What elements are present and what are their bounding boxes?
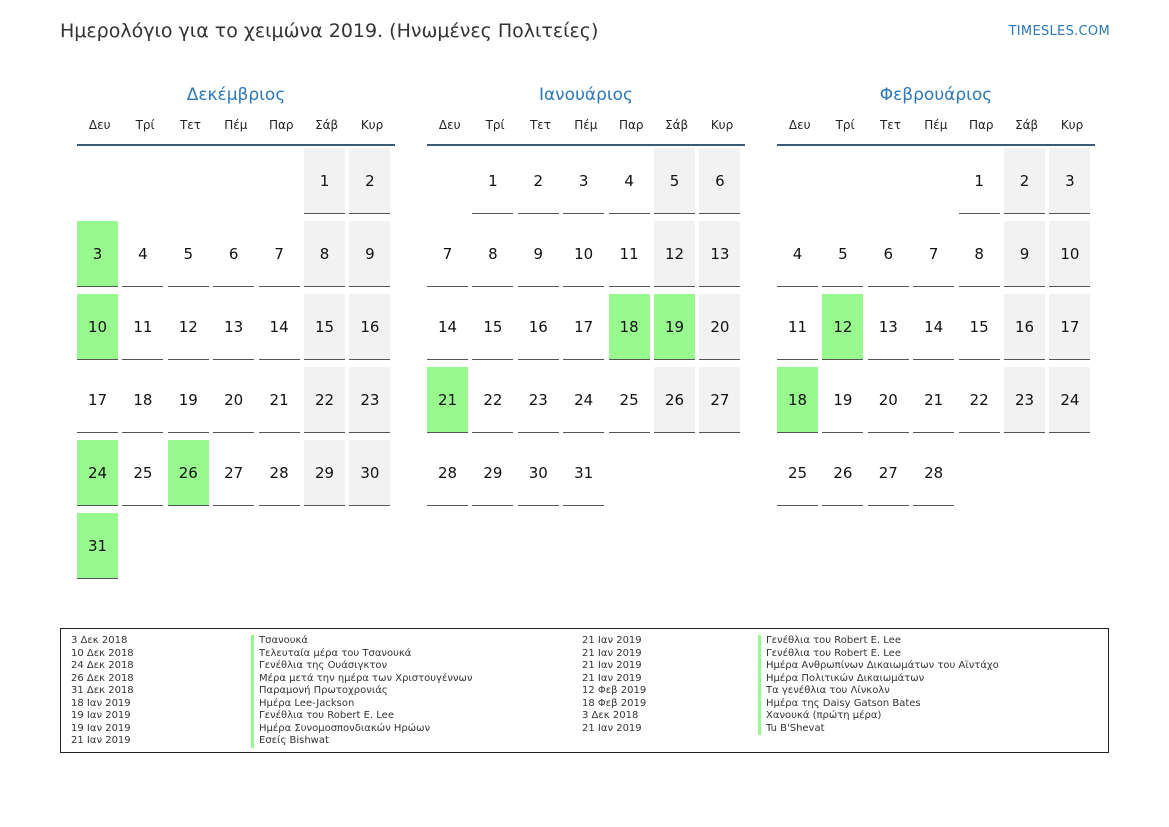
day-cell[interactable]: 6 [213,221,254,287]
day-cell[interactable]: 24 [1049,367,1090,433]
weekday-label: Τρί [135,118,155,132]
day-cell[interactable]: 27 [699,367,740,433]
page-title: Ημερολόγιο για το χειμώνα 2019. (Ηνωμένες Πολιτείες) [60,20,599,42]
legend-date: 21 Ιαν 2019 [71,735,131,746]
day-cell[interactable]: 31 [77,513,118,579]
legend-holiday-name: Τα γενέθλια του Λίνκολν [758,685,999,698]
day-cell[interactable]: 8 [472,221,513,287]
legend-date: 21 Ιαν 2019 [582,635,642,646]
weekday-label: Σάβ [665,118,689,132]
day-cell[interactable]: 11 [777,294,818,360]
day-cell[interactable]: 21 [427,367,468,433]
legend-holiday-name: Ημέρα Συνομοσπονδιακών Ηρώων [251,723,473,736]
weekday-label: Τετ [179,118,201,132]
day-cell[interactable]: 22 [959,367,1000,433]
day-cell[interactable]: 28 [427,440,468,506]
month-name: Ιανουάριος [538,85,634,105]
day-cell[interactable]: 23 [518,367,559,433]
day-cell[interactable]: 3 [1049,148,1090,214]
day-cell[interactable]: 9 [349,221,390,287]
day-cell[interactable]: 10 [1049,221,1090,287]
day-cell[interactable]: 17 [563,294,604,360]
weekday-label: Σάβ [315,118,339,132]
day-cell[interactable]: 22 [472,367,513,433]
day-cell[interactable]: 13 [868,294,909,360]
legend-date: 18 Φεβ 2019 [582,697,647,709]
legend-date: 21 Ιαν 2019 [582,660,642,671]
day-cell[interactable]: 1 [304,148,345,214]
day-cell[interactable]: 20 [868,367,909,433]
day-cell[interactable]: 7 [427,221,468,287]
day-cell[interactable]: 24 [563,367,604,433]
legend-date: 31 Δεκ 2018 [71,685,134,696]
day-cell[interactable]: 20 [213,367,254,433]
month-calendar [777,84,1095,482]
weekday-label: Παρ [268,118,294,132]
legend-holiday-name: Τελευταία μέρα του Τσανουκά [251,648,473,661]
legend-date: 21 Ιαν 2019 [582,722,642,734]
day-cell[interactable]: 25 [122,440,163,506]
day-cell[interactable]: 16 [518,294,559,360]
legend-date: 24 Δεκ 2018 [71,660,134,671]
day-cell[interactable]: 13 [699,221,740,287]
day-cell[interactable]: 5 [822,221,863,287]
day-cell[interactable]: 17 [1049,294,1090,360]
day-cell[interactable]: 18 [609,294,650,360]
weekday-label: Δευ [88,118,111,132]
day-cell[interactable]: 23 [349,367,390,433]
day-cell[interactable]: 15 [304,294,345,360]
legend-holiday-name: Παραμονή Πρωτοχρονιάς [251,685,473,698]
day-cell[interactable]: 15 [959,294,1000,360]
legend-holiday-name: Εσείς Bishwat [251,735,473,748]
day-cell[interactable]: 19 [168,367,209,433]
day-cell[interactable]: 21 [259,367,300,433]
day-cell[interactable]: 7 [913,221,954,287]
day-cell[interactable]: 3 [563,148,604,214]
day-cell[interactable]: 9 [518,221,559,287]
day-cell[interactable]: 28 [913,440,954,506]
day-cell[interactable]: 8 [304,221,345,287]
month-calendar [427,84,745,482]
weekday-label: Τετ [879,118,901,132]
day-cell[interactable]: 19 [654,294,695,360]
day-cell[interactable]: 18 [777,367,818,433]
day-cell[interactable]: 25 [609,367,650,433]
day-cell[interactable]: 14 [259,294,300,360]
legend-holiday-name: Ημέρα Lee-Jackson [251,698,473,711]
legend-holiday-name: Γενέθλια του Robert E. Lee [758,648,999,661]
weekday-header [427,118,745,146]
day-cell[interactable]: 12 [654,221,695,287]
legend-holiday-name: Tu B'Shevat [758,723,999,736]
weekday-label: Σάβ [1015,118,1039,132]
day-cell[interactable]: 22 [304,367,345,433]
day-cell[interactable]: 12 [822,294,863,360]
legend-date: 18 Ιαν 2019 [71,697,131,709]
weekday-label: Παρ [618,118,644,132]
day-cell[interactable]: 30 [518,440,559,506]
day-cell[interactable]: 27 [868,440,909,506]
weekday-label: Κυρ [1060,118,1084,132]
day-cell[interactable]: 6 [699,148,740,214]
legend-holiday-name: Ημέρα της Daisy Gatson Bates [758,698,999,711]
weekday-label: Δευ [438,118,461,132]
day-cell[interactable]: 7 [259,221,300,287]
legend-holiday-name: Τσανουκά [251,635,473,648]
day-cell[interactable]: 2 [1004,148,1045,214]
day-cell[interactable]: 2 [349,148,390,214]
weekday-label: Τετ [529,118,551,132]
day-cell[interactable]: 16 [1004,294,1045,360]
weekday-label: Τρί [485,118,505,132]
legend-holiday-name: Γενέθλια του Robert E. Lee [251,710,473,723]
day-cell[interactable]: 26 [168,440,209,506]
legend-date: 26 Δεκ 2018 [71,672,134,684]
day-cell[interactable]: 5 [654,148,695,214]
weekday-label: Παρ [968,118,994,132]
day-cell[interactable]: 25 [777,440,818,506]
day-cell[interactable]: 16 [349,294,390,360]
day-cell[interactable]: 13 [213,294,254,360]
day-cell[interactable]: 29 [304,440,345,506]
month-name: Δεκέμβριος [186,85,286,105]
day-cell[interactable]: 4 [609,148,650,214]
day-cell[interactable]: 11 [609,221,650,287]
legend-holiday-name: Ημέρα Πολιτικών Δικαιωμάτων [758,673,999,686]
day-cell[interactable]: 17 [77,367,118,433]
day-cell[interactable]: 30 [349,440,390,506]
day-cell[interactable]: 4 [777,221,818,287]
day-cell[interactable]: 14 [913,294,954,360]
day-cell[interactable]: 19 [822,367,863,433]
legend-date: 19 Ιαν 2019 [71,710,131,721]
legend-date: 21 Ιαν 2019 [582,672,642,684]
day-cell[interactable]: 3 [77,221,118,287]
day-cell[interactable]: 8 [959,221,1000,287]
day-cell[interactable]: 2 [518,148,559,214]
day-cell[interactable]: 1 [959,148,1000,214]
month-calendar [77,84,395,555]
month-name: Φεβρουάριος [879,85,993,105]
weekday-label: Τρί [835,118,855,132]
day-cell[interactable]: 21 [913,367,954,433]
day-cell[interactable]: 14 [427,294,468,360]
holiday-legend [60,628,1109,753]
legend-holiday-name: Γενέθλια του Robert E. Lee [758,635,999,648]
legend-date: 3 Δεκ 2018 [71,635,128,646]
legend-date: 12 Φεβ 2019 [582,685,647,696]
weekday-header [777,118,1095,146]
day-cell[interactable]: 27 [213,440,254,506]
day-cell[interactable]: 18 [122,367,163,433]
day-cell[interactable]: 5 [168,221,209,287]
legend-holiday-name: Μέρα μετά την ημέρα των Χριστουγέννων [251,673,473,686]
legend-holiday-name: Ημέρα Ανθρωπίνων Δικαιωμάτων του Αϊντάχο [758,660,999,673]
weekday-header [77,118,395,146]
day-cell[interactable]: 20 [699,294,740,360]
weekday-label: Πέμ [574,118,598,132]
day-cell[interactable]: 12 [168,294,209,360]
weekday-label: Κυρ [360,118,384,132]
site-link[interactable]: TIMESLES.COM [1008,24,1110,39]
day-cell[interactable]: 10 [77,294,118,360]
day-cell[interactable]: 26 [822,440,863,506]
day-cell[interactable]: 31 [563,440,604,506]
legend-date: 21 Ιαν 2019 [582,647,642,659]
day-cell[interactable]: 26 [654,367,695,433]
day-cell[interactable]: 9 [1004,221,1045,287]
day-cell[interactable]: 29 [472,440,513,506]
day-cell[interactable]: 23 [1004,367,1045,433]
day-cell[interactable]: 6 [868,221,909,287]
legend-date: 3 Δεκ 2018 [582,710,639,721]
weekday-label: Κυρ [710,118,734,132]
legend-holiday-name: Χανουκά (πρώτη μέρα) [758,710,999,723]
legend-date: 19 Ιαν 2019 [71,722,131,734]
weekday-label: Πέμ [924,118,948,132]
legend-holiday-name: Γενέθλια της Ουάσιγκτον [251,660,473,673]
day-cell[interactable]: 4 [122,221,163,287]
day-cell[interactable]: 15 [472,294,513,360]
day-cell[interactable]: 11 [122,294,163,360]
weekday-label: Πέμ [224,118,248,132]
day-cell[interactable]: 10 [563,221,604,287]
day-cell[interactable]: 24 [77,440,118,506]
weekday-label: Δευ [788,118,811,132]
legend-date: 10 Δεκ 2018 [71,647,134,659]
day-cell[interactable]: 1 [472,148,513,214]
day-cell[interactable]: 28 [259,440,300,506]
